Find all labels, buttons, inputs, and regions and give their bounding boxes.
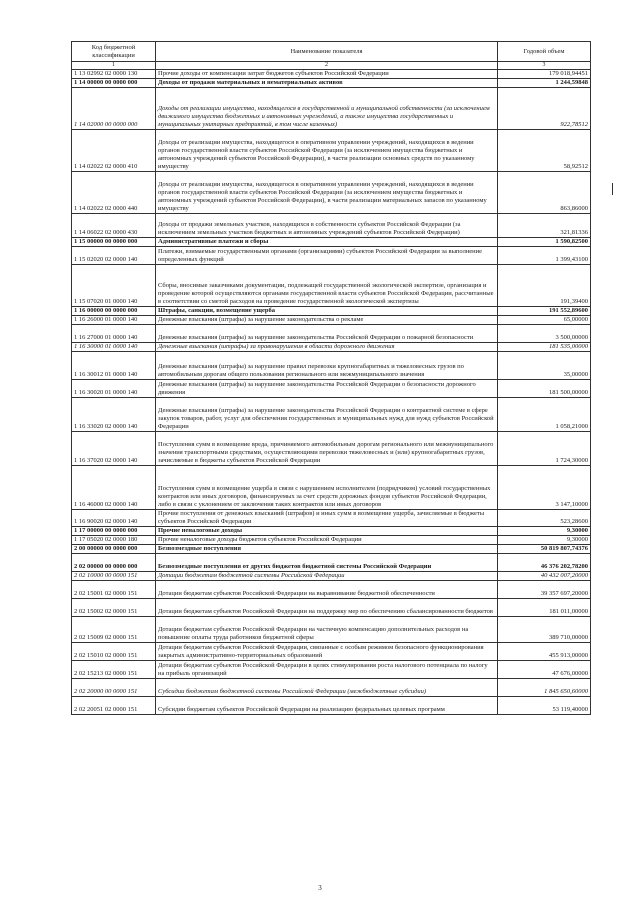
row-name: Доходы от реализации имущества, находящегося в оперативном управлении учреждений, находящихся в ведении органов государственной власти субъектов Российской Федерации (за исключением имущества бюджетных и автономных учреждений субъектов Российской Федерации), в части реализации материальных запасов по указанному имуществу: [156, 172, 498, 214]
table-row: [72, 238, 591, 247]
row-name: Субсидии бюджетам бюджетной системы Российской Федерации (межбюджетные субсидии): [156, 679, 498, 697]
table-row: [72, 352, 591, 380]
row-code: 2 02 15010 02 0000 151: [72, 643, 156, 661]
row-code: 1 14 02000 00 0000 000: [72, 88, 156, 130]
table-row: [72, 679, 591, 697]
row-name: Дотации бюджетам субъектов Российской Федерации на выравнивание бюджетной обеспеченности: [156, 581, 498, 599]
row-name: Дотации бюджетам субъектов Российской Федерации на частичную компенсацию дополнительных расходов на повышение оплаты труда работников бюджетной сферы: [156, 617, 498, 643]
row-value: 40 432 007,20000: [498, 572, 591, 581]
row-name: Субсидии бюджетам субъектов Российской Федерации на реализацию федеральных целевых программ: [156, 697, 498, 715]
header-name: Наименование показателя: [156, 42, 498, 62]
row-code: 1 16 27000 01 0000 140: [72, 325, 156, 343]
row-code: 2 02 15001 02 0000 151: [72, 581, 156, 599]
row-value: 53 119,40000: [498, 697, 591, 715]
table-row: [72, 661, 591, 679]
row-value: 58,92512: [498, 130, 591, 172]
row-name: Поступления сумм в возмещение вреда, причиняемого автомобильным дорогам регионального или межмуниципального значения транспортными средствами, осуществляющими перевозки тяжеловесных и (или) крупногабаритных грузов, зачисляемые в бюджеты субъектов Российской Федерации: [156, 432, 498, 466]
row-name: Безвозмездные поступления: [156, 545, 498, 554]
row-value: 1 845 650,60000: [498, 679, 591, 697]
row-name: Штрафы, санкции, возмещение ущерба: [156, 307, 498, 316]
row-code: 1 17 00000 00 0000 000: [72, 527, 156, 536]
column-index-1: 1: [72, 62, 156, 70]
row-code: 1 16 30000 01 0000 140: [72, 343, 156, 352]
table-row: [72, 510, 591, 527]
row-name: Денежные взыскания (штрафы) за нарушение законодательства Российской Федерации о контрактной системе в сфере закупок товаров, работ, услуг для обеспечения государственных и муниципальных нужд для нужд субъектов Российской Федерации: [156, 398, 498, 432]
row-value: 179 018,94451: [498, 70, 591, 79]
table-row: [72, 325, 591, 343]
row-name: Доходы от продажи земельных участков, находящихся в собственности субъектов Российской Федерации (за исключением земельных участков бюджетных и автономных учреждений субъектов Российской Федерации): [156, 214, 498, 238]
table-row: [72, 697, 591, 715]
row-name: Поступления сумм в возмещение ущерба в связи с нарушением исполнителем (подрядчиком) условий государственных контрактов или иных договоров, финансируемых за счет средств дорожных фондов субъектов Российской Федерации, либо в связи с уклонением от заключения таких контрактов или иных договоров: [156, 466, 498, 510]
header-code: Код бюджетной классификации: [72, 42, 156, 62]
row-name: Денежные взыскания (штрафы) за нарушение законодательства Российской Федерации о безопасности дорожного движения: [156, 380, 498, 398]
row-code: 1 14 06022 02 0000 430: [72, 214, 156, 238]
margin-mark: [612, 183, 613, 195]
row-name: Доходы от реализации имущества, находящегося в государственной и муниципальной собственности (за исключением движимого имущества бюджетных и автономных учреждений, а также имущества государственных и муниципальных унитарных предприятий, в том числе казенных): [156, 88, 498, 130]
header-value: Годовой объем: [498, 42, 591, 62]
row-name: Прочие поступления от денежных взысканий (штрафов) и иных сумм в возмещение ущерба, зачисляемые в бюджеты субъектов Российской Федерации: [156, 510, 498, 527]
row-value: 1 724,30000: [498, 432, 591, 466]
row-name: Прочие неналоговые доходы бюджетов субъектов Российской Федерации: [156, 536, 498, 545]
row-code: 2 02 10000 00 0000 151: [72, 572, 156, 581]
row-value: 39 357 697,20000: [498, 581, 591, 599]
table-body: [72, 70, 591, 715]
row-value: 181 011,00000: [498, 599, 591, 617]
row-name: Дотации бюджетам субъектов Российской Федерации, связанные с особым режимом безопасного функционирования закрытых административно-территориальных образований: [156, 643, 498, 661]
row-code: 1 16 37020 02 0000 140: [72, 432, 156, 466]
row-value: 191,39400: [498, 265, 591, 307]
page-number: 3: [318, 884, 322, 892]
row-name: Доходы от продажи материальных и нематериальных активов: [156, 79, 498, 88]
table-row: [72, 343, 591, 352]
table-row: [72, 88, 591, 130]
row-value: 922,78512: [498, 88, 591, 130]
table-row: [72, 599, 591, 617]
table-header-row: [72, 42, 591, 62]
row-value: 1 399,43100: [498, 247, 591, 265]
row-value: 35,00000: [498, 352, 591, 380]
row-value: 181 535,00000: [498, 343, 591, 352]
table-row: [72, 307, 591, 316]
table-row: [72, 316, 591, 325]
column-index-row: [72, 62, 591, 70]
row-name: Сборы, вносимые заказчиками документации, подлежащей государственной экологической экспертизе, организация и проведение которой осуществляются органами государственной власти субъектов Российской Федерации, рассчитанные в соответствии со сметой расходов на проведение государственной экологической экспертизы: [156, 265, 498, 307]
row-code: 1 16 30020 01 0000 140: [72, 380, 156, 398]
row-value: 1 058,21000: [498, 398, 591, 432]
row-code: 1 16 30012 01 0000 140: [72, 352, 156, 380]
table-row: [72, 70, 591, 79]
table-row: [72, 432, 591, 466]
table-row: [72, 581, 591, 599]
table-row: [72, 172, 591, 214]
budget-revenue-table: [71, 41, 591, 715]
row-name: Денежные взыскания (штрафы) за правонарушения в области дорожного движения: [156, 343, 498, 352]
table-row: [72, 79, 591, 88]
row-value: 1 244,59848: [498, 79, 591, 88]
row-code: 1 14 02022 02 0000 440: [72, 172, 156, 214]
row-name: Дотации бюджетам субъектов Российской Федерации на поддержку мер по обеспечению сбалансированности бюджетов: [156, 599, 498, 617]
table-row: [72, 130, 591, 172]
row-value: 3 147,10000: [498, 466, 591, 510]
table-row: [72, 466, 591, 510]
row-value: 9,30000: [498, 527, 591, 536]
row-code: 2 02 15002 02 0000 151: [72, 599, 156, 617]
row-code: 2 02 15009 02 0000 151: [72, 617, 156, 643]
table-row: [72, 536, 591, 545]
table-row: [72, 527, 591, 536]
row-name: Денежные взыскания (штрафы) за нарушение законодательства о рекламе: [156, 316, 498, 325]
row-code: 1 16 00000 00 0000 000: [72, 307, 156, 316]
row-name: Платежи, взимаемые государственными органами (организациями) субъектов Российской Федерации за выполнение определенных функций: [156, 247, 498, 265]
row-code: 1 16 90020 02 0000 140: [72, 510, 156, 527]
table-row: [72, 265, 591, 307]
row-code: 2 00 00000 00 0000 000: [72, 545, 156, 554]
table-row: [72, 380, 591, 398]
row-code: 1 16 33020 02 0000 140: [72, 398, 156, 432]
row-value: 191 552,89600: [498, 307, 591, 316]
row-value: 1 590,82500: [498, 238, 591, 247]
row-name: Безвозмездные поступления от других бюджетов бюджетной системы Российской Федерации: [156, 554, 498, 572]
table-row: [72, 545, 591, 554]
row-name: Доходы от реализации имущества, находящегося в оперативном управлении учреждений, находящихся в ведении органов государственной власти субъектов Российской Федерации (за исключением имущества бюджетных и автономных учреждений субъектов Российской Федерации), в части реализации основных средств по указанному имуществу: [156, 130, 498, 172]
row-name: Денежные взыскания (штрафы) за нарушение правил перевозки крупногабаритных и тяжеловесных грузов по автомобильным дорогам общего пользования регионального или межмуниципального значения: [156, 352, 498, 380]
row-code: 1 15 00000 00 0000 000: [72, 238, 156, 247]
row-code: 1 15 07020 01 0000 140: [72, 265, 156, 307]
row-value: 3 500,00000: [498, 325, 591, 343]
row-value: 9,30000: [498, 536, 591, 545]
row-code: 2 02 20000 00 0000 151: [72, 679, 156, 697]
row-code: 2 02 20051 02 0000 151: [72, 697, 156, 715]
row-value: 455 913,00000: [498, 643, 591, 661]
table-row: [72, 617, 591, 643]
row-value: 321,81336: [498, 214, 591, 238]
row-code: 2 02 00000 00 0000 000: [72, 554, 156, 572]
column-index-2: 2: [156, 62, 498, 70]
table-row: [72, 572, 591, 581]
table-row: [72, 554, 591, 572]
row-name: Дотации бюджетам бюджетной системы Российской Федерации: [156, 572, 498, 581]
table-row: [72, 643, 591, 661]
row-name: Денежные взыскания (штрафы) за нарушение законодательства Российской Федерации о пожарной безопасности: [156, 325, 498, 343]
row-value: 46 376 202,78200: [498, 554, 591, 572]
row-value: 181 500,00000: [498, 380, 591, 398]
table-row: [72, 398, 591, 432]
row-name: Прочие неналоговые доходы: [156, 527, 498, 536]
row-code: 1 15 02020 02 0000 140: [72, 247, 156, 265]
row-name: Дотации бюджетам субъектов Российской Федерации в целях стимулирования роста налогового потенциала по налогу на прибыль организаций: [156, 661, 498, 679]
row-value: 389 710,00000: [498, 617, 591, 643]
table-row: [72, 214, 591, 238]
column-index-3: 3: [498, 62, 591, 70]
row-value: 863,86000: [498, 172, 591, 214]
row-value: 50 819 807,74376: [498, 545, 591, 554]
row-name: Прочие доходы от компенсации затрат бюджетов субъектов Российской Федерации: [156, 70, 498, 79]
row-code: 1 14 02022 02 0000 410: [72, 130, 156, 172]
row-code: 2 02 15213 02 0000 151: [72, 661, 156, 679]
row-value: 65,00000: [498, 316, 591, 325]
row-value: 47 676,00000: [498, 661, 591, 679]
row-code: 1 17 05020 02 0000 180: [72, 536, 156, 545]
row-code: 1 14 00000 00 0000 000: [72, 79, 156, 88]
row-name: Административные платежи и сборы: [156, 238, 498, 247]
row-code: 1 16 26000 01 0000 140: [72, 316, 156, 325]
row-code: 1 13 02992 02 0000 130: [72, 70, 156, 79]
row-value: 523,28600: [498, 510, 591, 527]
row-code: 1 16 46000 02 0000 140: [72, 466, 156, 510]
table-row: [72, 247, 591, 265]
